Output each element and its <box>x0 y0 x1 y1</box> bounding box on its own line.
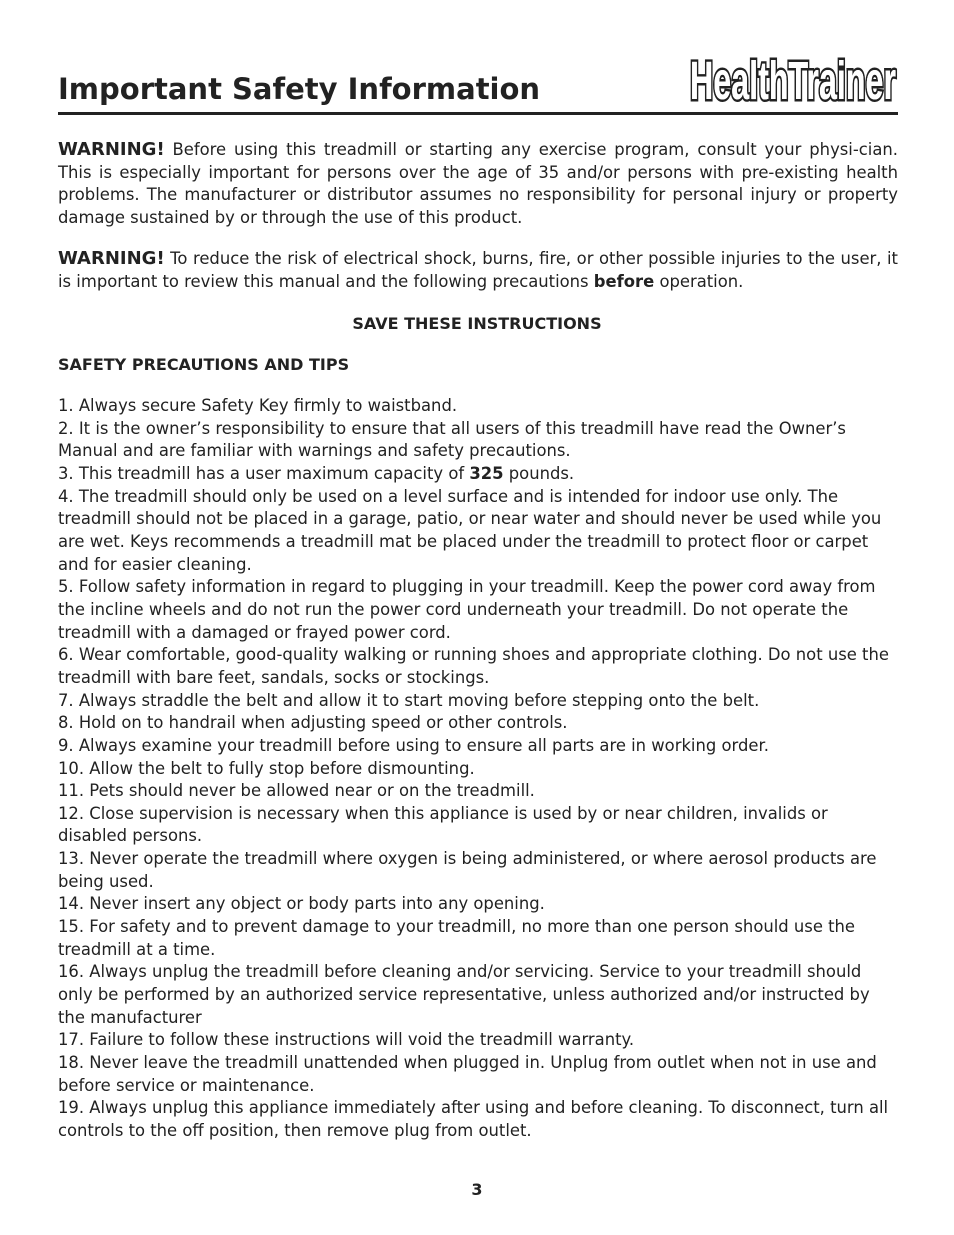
warning-text: Before using this treadmill or starting any exercise program, consult your physi-cian. This is especially important for persons over the age of 35 and/or persons with pre-existing health problems. The manufacturer or distributor assumes no responsibility for personal injury or property damage sustained by or through the use of this product. <box>58 140 898 227</box>
list-item: 9. Always examine your treadmill before using to ensure all parts are in working order. <box>58 735 769 755</box>
list-item: 7. Always straddle the belt and allow it to start moving before stepping onto the belt. <box>58 690 760 710</box>
warning-text: To reduce the risk of electrical shock, burns, fire, or other possible injuries to the user, it is important to review this manual and the following precautions <box>58 249 898 291</box>
section-heading: SAFETY PRECAUTIONS AND TIPS <box>58 355 350 374</box>
list-item: 10. Allow the belt to fully stop before dismounting. <box>58 758 475 778</box>
brand-logo-mark <box>688 54 898 104</box>
list-item: 19. Always unplug this appliance immediately after using and before cleaning. To disconnect, turn all controls to the off position, then remove plug from outlet. <box>58 1098 889 1140</box>
list-item: 17. Failure to follow these instructions will void the treadmill warranty. <box>58 1030 635 1050</box>
list-item-text: 3. This treadmill has a user maximum capacity of <box>58 463 470 483</box>
page-header <box>58 50 898 115</box>
warning-label: WARNING! <box>58 139 165 160</box>
list-item: 18. Never leave the treadmill unattended when plugged in. Unplug from outlet when not in use and before service or maintenance. <box>58 1053 877 1095</box>
page-number: 3 <box>471 1180 483 1199</box>
list-item: 5. Follow safety information in regard to plugging in your treadmill. Keep the power cord away from the incline wheels and do not run the power cord underneath your treadmill. Do not operate the treadmill with a damaged or frayed power cord. <box>58 577 876 642</box>
list-item: 8. Hold on to handrail when adjusting speed or other controls. <box>58 713 568 733</box>
list-item: 4. The treadmill should only be used on a level surface and is intended for indoor use only. The treadmill should not be placed in a garage, patio, or near water and should never be used while you are wet. Keys recommends a treadmill mat be placed under the treadmill to protect floor or carpet and for easier cleaning. <box>58 486 882 574</box>
list-item: 14. Never insert any object or body parts into any opening. <box>58 894 545 914</box>
warning-label: WARNING! <box>58 248 165 269</box>
safety-list <box>58 395 898 1143</box>
svg-text:HealthTrainer: HealthTrainer <box>690 54 896 104</box>
list-item: 6. Wear comfortable, good-quality walking or running shoes and appropriate clothing. Do not use the treadmill with bare feet, sandals, socks or stockings. <box>58 645 889 687</box>
warning-paragraph-2 <box>58 248 898 293</box>
list-item: 1. Always secure Safety Key firmly to waistband. <box>58 396 458 415</box>
capacity-value: 325 <box>469 463 504 483</box>
brand-logo <box>688 54 898 104</box>
list-item: 2. It is the owner’s responsibility to ensure that all users of this treadmill have read the Owner’s Manual and are familiar with warnings and safety precautions. <box>58 418 846 461</box>
page-title: Important Safety Information <box>58 72 541 106</box>
list-item: 13. Never operate the treadmill where oxygen is being administered, or where aerosol products are being used. <box>58 849 877 891</box>
list-item-text-end: pounds. <box>503 463 575 483</box>
save-instructions-heading: SAVE THESE INSTRUCTIONS <box>352 314 602 333</box>
warning-emphasis: before <box>593 271 655 291</box>
svg-text:HealthTrainer: HealthTrainer <box>690 54 896 104</box>
list-item <box>58 463 898 486</box>
warning-paragraph-1 <box>58 139 898 229</box>
list-item: 12. Close supervision is necessary when this appliance is used by or near children, invalids or disabled persons. <box>58 803 828 846</box>
warning-text-end: operation. <box>654 271 744 291</box>
list-item: 11. Pets should never be allowed near or on the treadmill. <box>58 781 535 801</box>
list-item: 15. For safety and to prevent damage to your treadmill, no more than one person should use the treadmill at a time. <box>58 917 856 959</box>
list-item: 16. Always unplug the treadmill before cleaning and/or servicing. Service to your treadmill should only be performed by an authorized service representative, unless authorized and/or instructed by the manufacturer <box>58 962 870 1027</box>
